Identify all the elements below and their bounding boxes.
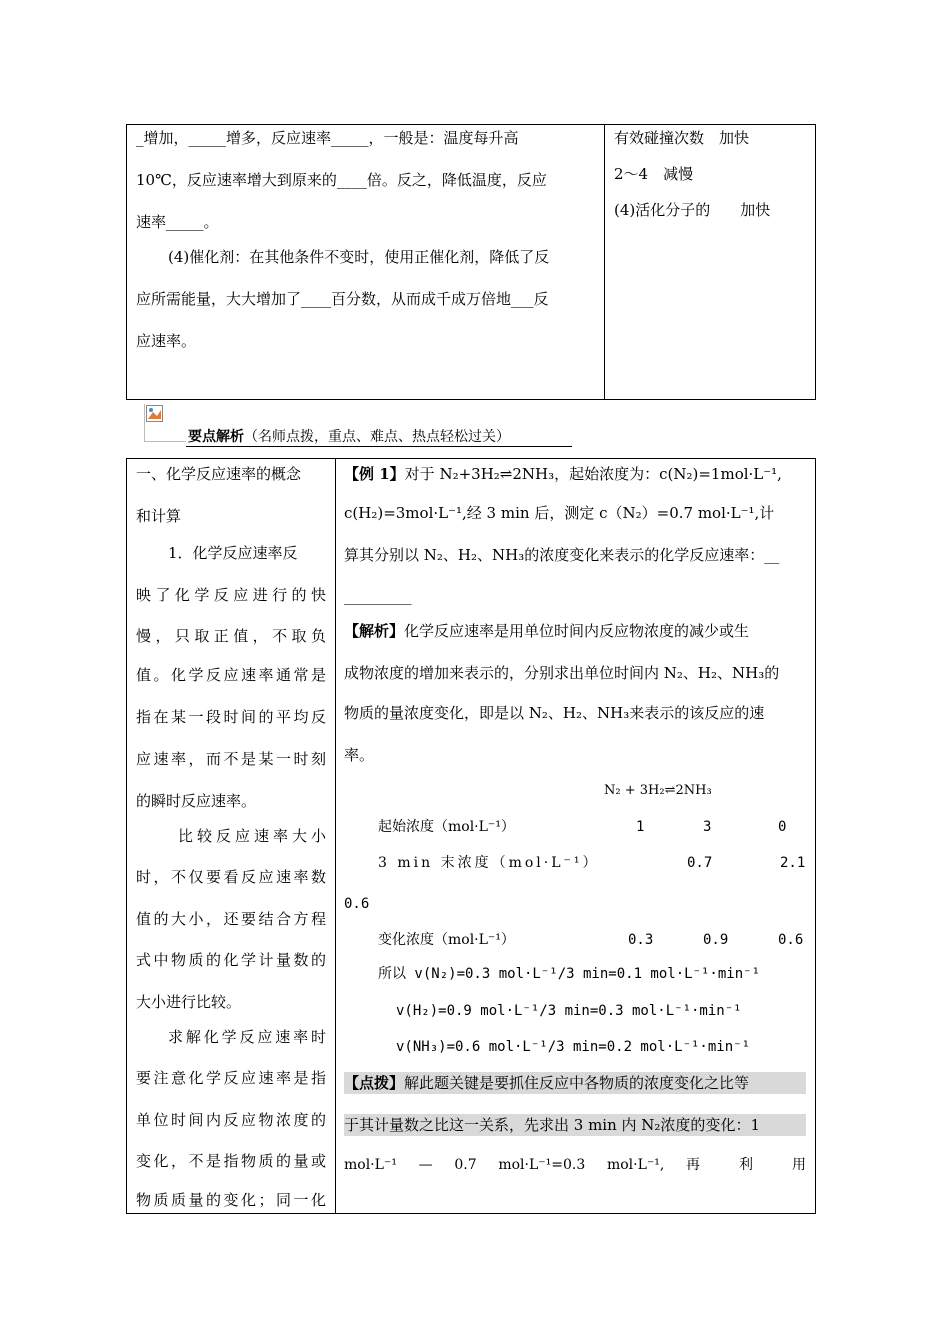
top-table-divider [604,124,605,400]
answer-line: (4)活化分子的 加快 [614,201,771,219]
broken-image-icon [146,405,164,423]
text-line: 变化，不是指物质的量或 [136,1152,326,1170]
row-start-value: 3 [703,819,712,835]
analysis-line: 成物浓度的增加来表示的，分别求出单位时间内 N₂、H₂、NH₃的 [344,664,780,682]
text-line: 要注意化学反应速率是指 [136,1069,326,1087]
row-end-label: 3 min 末浓度（mol·L⁻¹） [378,855,600,871]
row-change-value: 0.9 [703,932,729,948]
example-label: 【例 1】 [344,465,405,483]
analysis-line [344,621,749,641]
text-line: 10℃，反应速率增大到原来的____倍。反之，降低温度，反应 [136,171,547,189]
text-line: 应速率。 [136,332,197,350]
row-change-value: 0.3 [628,932,654,948]
analysis-label: 【解析】 [344,622,405,640]
tip-line: 于其计量数之比这一关系，先求出 3 min 内 N₂浓度的变化：1 [344,1116,760,1134]
text-line: 1．化学反应速率反 [168,544,298,562]
text-line: 慢，只取正值，不取负 [136,627,326,645]
equation: N₂ + 3H₂⇌2NH₃ [604,783,712,798]
text-line: 大小进行比较。 [136,993,242,1011]
text-line: 时，不仅要看反应速率数 [136,868,326,886]
section-underline [186,446,572,447]
text-line: (4)催化剂：在其他条件不变时，使用正催化剂，降低了反 [168,248,550,266]
text-line: 和计算 [136,507,182,525]
text-line: 值的大小，还要结合方程 [136,910,326,928]
text-line: 应所需能量，大大增加了____百分数，从而成千成万倍地___反 [136,290,549,308]
text-line: 式中物质的化学计量数的 [136,951,326,969]
text-line: 值。化学反应速率通常是 [136,666,326,684]
section-title: 要点解析 [188,429,244,445]
answer-line: 有效碰撞次数 加快 [614,129,750,147]
row-change-label: 变化浓度（mol·L⁻¹） [378,932,515,948]
text-line: 映了化学反应进行的快 [136,586,326,604]
example-line: 算其分别以 N₂、H₂、NH₃的浓度变化来表示的化学反应速率：__ [344,546,780,564]
tip-label: 【点拨】 [344,1074,405,1092]
example-line: c(H₂)=3mol·L⁻¹,经 3 min 后，测定 c（N₂）=0.7 mol·L⁻¹,计 [344,504,775,522]
row-end-value: 2.1 [780,855,806,871]
main-table-divider [335,458,336,1214]
row-change-value: 0.6 [778,932,804,948]
rate-line: 所以 v(N₂)=0.3 mol·L⁻¹/3 min=0.1 mol·L⁻¹·min⁻¹ [378,966,761,982]
row-end-value: 0.6 [344,896,370,912]
example-line: _________ [344,587,412,605]
row-start-label: 起始浓度（mol·L⁻¹） [378,819,515,835]
answer-line: 2～4 减慢 [614,165,694,183]
section-header [188,427,510,447]
row-start-value: 0 [778,819,787,835]
row-start-value: 1 [636,819,645,835]
text-line: 比较反应速率大小 [178,827,326,845]
example-text: 对于 N₂+3H₂⇌2NH₃，起始浓度为：c(N₂)=1mol·L⁻¹, [404,465,782,483]
text-line: 速率_____。 [136,213,219,231]
text-line: 物质质量的变化；同一化 [136,1191,326,1209]
row-end-value: 0.7 [687,855,713,871]
text-line: 单位时间内反应物浓度的 [136,1111,326,1129]
rate-line: v(NH₃)=0.6 mol·L⁻¹/3 min=0.2 mol·L⁻¹·min⁻¹ [396,1039,751,1055]
tip-line [344,1073,749,1093]
section-subtitle: （名师点拨，重点、难点、热点轻松过关） [244,429,510,445]
analysis-line: 率。 [344,746,375,764]
tip-line: mol·L⁻¹ — 0.7 mol·L⁻¹=0.3 mol·L⁻¹, 再 利 用 [344,1157,806,1173]
analysis-text: 化学反应速率是用单位时间内反应物浓度的减少或生 [404,622,750,640]
text-line: 的瞬时反应速率。 [136,792,257,810]
analysis-line: 物质的量浓度变化，即是以 N₂、H₂、NH₃来表示的该反应的速 [344,704,765,722]
example-line [344,464,782,484]
text-line: 求解化学反应速率时 [168,1028,326,1046]
section-icon-frame [144,404,186,442]
text-line: 应速率，而不是某一时刻 [136,750,326,768]
rate-line: v(H₂)=0.9 mol·L⁻¹/3 min=0.3 mol·L⁻¹·min⁻¹ [396,1003,742,1019]
text-line: _增加，_____增多，反应速率_____，一般是：温度每升高 [136,129,519,147]
tip-text: 解此题关键是要抓住反应中各物质的浓度变化之比等 [404,1074,750,1092]
text-line: 指在某一段时间的平均反 [136,708,326,726]
text-line: 一、化学反应速率的概念 [136,465,302,483]
